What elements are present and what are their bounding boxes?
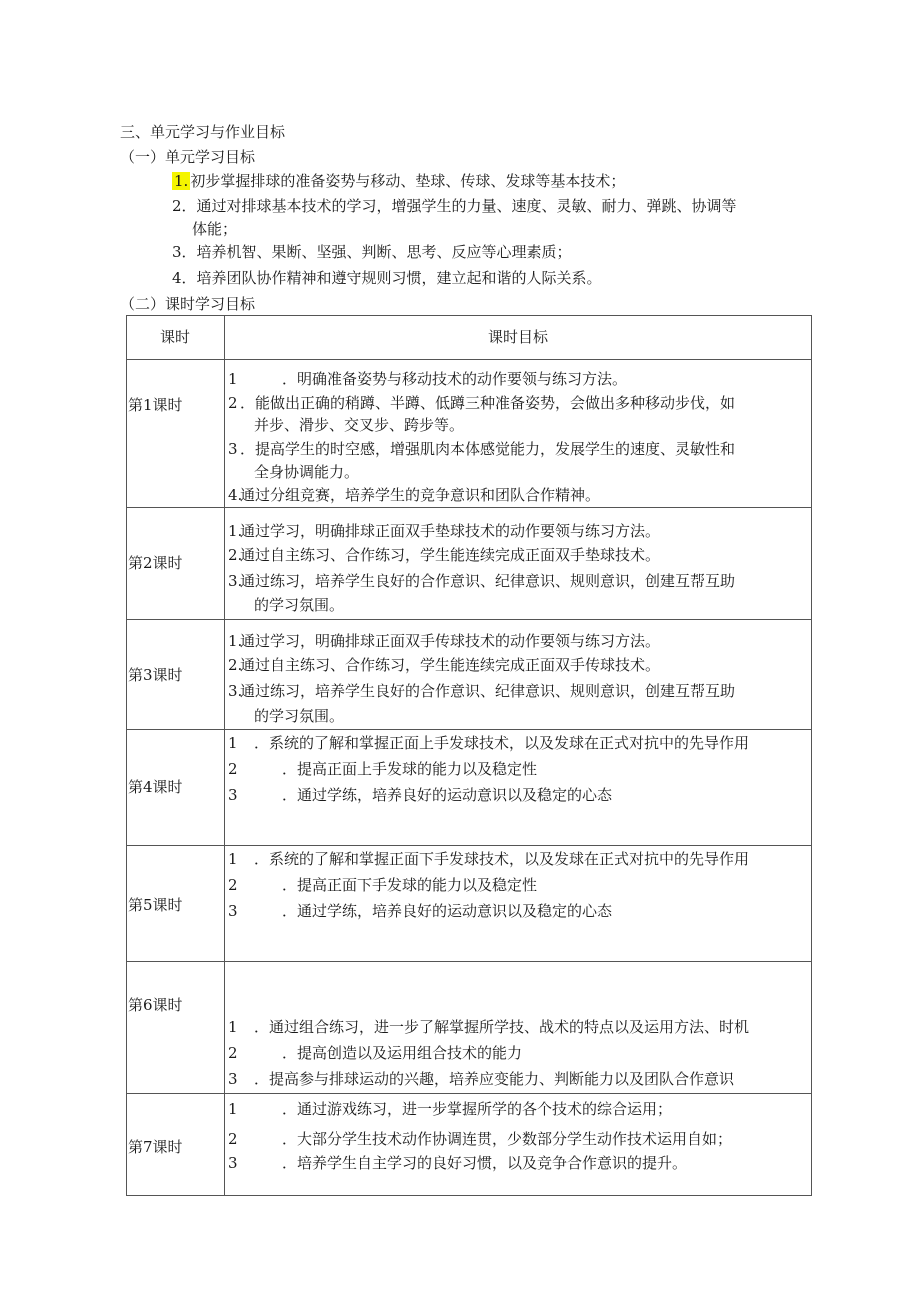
- goal-line: ．提高正面上手发球的能力以及稳定性: [282, 760, 538, 778]
- goal-line: 通过分组竞赛，培养学生的竞争意识和团队合作精神。: [240, 486, 601, 504]
- goal-number: 3: [228, 902, 238, 920]
- goal-line: 全身协调能力。: [254, 463, 360, 481]
- goal-line: ．提高参与排球运动的兴趣，培养应变能力、判断能力以及团队合作意识: [254, 1070, 735, 1088]
- unit-goal-text: ．培养机智、果断、坚强、判断、思考、反应等心理素质；: [181, 243, 572, 261]
- unit-goal-text: ．通过对排球基本技术的学习，增强学生的力量、速度、灵敏、耐力、弹跳、协调等: [181, 197, 737, 215]
- goal-number: 2: [228, 876, 238, 894]
- goal-line: ．通过游戏练习，进一步掌握所学的各个技术的综合运用；: [282, 1100, 673, 1118]
- goal-number: 1: [228, 850, 238, 868]
- goal-line: 通过练习，培养学生良好的合作意识、纪律意识、规则意识，创建互帮互助: [240, 682, 736, 700]
- lesson-label: 第5课时: [128, 896, 183, 914]
- section-title: 三、单元学习与作业目标: [120, 123, 286, 141]
- goal-number: 1: [228, 734, 238, 752]
- goal-line: 通过学习，明确排球正面双手传球技术的动作要领与练习方法。: [240, 632, 661, 650]
- goal-line: ．通过学练，培养良好的运动意识以及稳定的心态: [282, 902, 613, 920]
- unit-goal-text: 初步掌握排球的准备姿势与移动、垫球、传球、发球等基本技术；: [190, 172, 626, 190]
- goal-number: 1.: [228, 522, 243, 540]
- lesson-label: 第3课时: [128, 666, 183, 684]
- unit-goal-number: 2: [172, 197, 182, 215]
- unit-goal-item: [172, 196, 737, 216]
- goal-line: 并步、滑步、交叉步、跨步等。: [254, 416, 465, 434]
- goal-line: 的学习氛围。: [254, 596, 345, 614]
- column-header-goal: 课时目标: [487, 328, 548, 346]
- goal-line: ．明确准备姿势与移动技术的动作要领与练习方法。: [282, 370, 628, 388]
- goal-number: 3: [228, 1154, 238, 1172]
- lesson-goals-heading: （二）课时学习目标: [120, 295, 256, 313]
- goal-line: ．系统的了解和掌握正面上手发球技术，以及发球在正式对抗中的先导作用: [254, 734, 750, 752]
- goal-line: ．通过组合练习，进一步了解掌握所学技、战术的特点以及运用方法、时机: [254, 1018, 750, 1036]
- goal-line: ．提高学生的时空感，增强肌肉本体感觉能力，发展学生的速度、灵敏性和: [240, 440, 736, 458]
- unit-goal-number: 1.: [174, 172, 189, 190]
- goal-line: 的学习氛围。: [254, 707, 345, 725]
- goal-line: ．通过学练，培养良好的运动意识以及稳定的心态: [282, 786, 613, 804]
- goal-line: 通过练习，培养学生良好的合作意识、纪律意识、规则意识，创建互帮互助: [240, 572, 736, 590]
- goal-number: 1.: [228, 632, 243, 650]
- lesson-label: 第2课时: [128, 554, 183, 572]
- column-header-lesson: 课时: [159, 328, 190, 346]
- unit-goal-item: [172, 242, 572, 262]
- goal-line: 通过学习，明确排球正面双手垫球技术的动作要领与练习方法。: [240, 522, 661, 540]
- goal-number: 2: [228, 394, 238, 412]
- unit-goal-item: [172, 268, 602, 288]
- goal-line: ．提高正面下手发球的能力以及稳定性: [282, 876, 538, 894]
- lesson-label: 第6课时: [128, 996, 183, 1014]
- unit-goal-continuation: 体能；: [192, 220, 238, 238]
- goal-number: 2: [228, 1130, 238, 1148]
- goal-number: 2.: [228, 656, 243, 674]
- goal-number: 2: [228, 760, 238, 778]
- lesson-label: 第7课时: [128, 1138, 183, 1156]
- goal-number: 4.: [228, 486, 243, 504]
- unit-goal-number: 4: [172, 269, 182, 287]
- unit-goals-heading: （一）单元学习目标: [120, 148, 256, 166]
- goal-number: 3: [228, 440, 238, 458]
- goal-number: 2: [228, 1044, 238, 1062]
- goal-line: ．大部分学生技术动作协调连贯，少数部分学生动作技术运用自如；: [282, 1130, 733, 1148]
- goal-line: ．培养学生自主学习的良好习惯，以及竞争合作意识的提升。: [282, 1154, 688, 1172]
- goal-number: 1: [228, 370, 238, 388]
- goal-number: 1: [228, 1100, 238, 1118]
- lesson-label: 第1课时: [128, 396, 183, 414]
- goal-line: ．提高创造以及运用组合技术的能力: [282, 1044, 523, 1062]
- lesson-goals-table: [126, 315, 812, 1196]
- goal-number: 3: [228, 786, 238, 804]
- unit-goal-number: 3: [172, 243, 182, 261]
- goal-line: 通过自主练习、合作练习，学生能连续完成正面双手垫球技术。: [240, 546, 661, 564]
- unit-goal-item: [172, 171, 625, 191]
- goal-number: 3.: [228, 682, 243, 700]
- goal-number: 1: [228, 1018, 238, 1036]
- goal-line: ．系统的了解和掌握正面下手发球技术，以及发球在正式对抗中的先导作用: [254, 850, 750, 868]
- unit-goal-text: ．培养团队协作精神和遵守规则习惯，建立起和谐的人际关系。: [181, 269, 602, 287]
- goal-line: ．能做出正确的稍蹲、半蹲、低蹲三种准备姿势，会做出多种移动步伐，如: [240, 394, 736, 412]
- goal-number: 2.: [228, 546, 243, 564]
- goal-number: 3.: [228, 572, 243, 590]
- goal-line: 通过自主练习、合作练习，学生能连续完成正面双手传球技术。: [240, 656, 661, 674]
- lesson-label: 第4课时: [128, 778, 183, 796]
- goal-number: 3: [228, 1070, 238, 1088]
